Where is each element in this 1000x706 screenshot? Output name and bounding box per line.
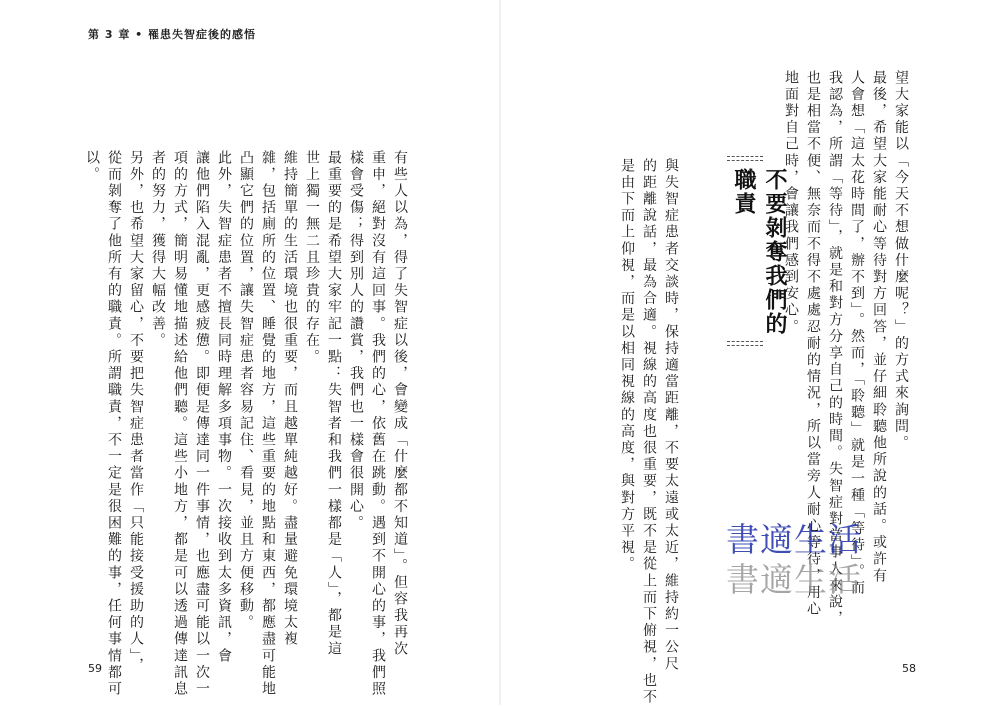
right-body-text-top: 望大家能以「今天不想做什麼呢？」的方式來詢問。 最後，希望大家能耐心等待對方回答，並仔細聆聽他所說的話。或許有 人會想「這太花時間了，辦不到」。然而，「聆聽」就是一種「等待」。而 我認為，所謂「等待」，就是和對方分享自己的時間。失智症對當事人來說， 也是相當不便、無奈而不得不處處忍耐的情況，所以當旁人耐心等待，用心 地面對自己時，會讓我們感到安心。 xyxy=(783,70,909,628)
heading-rule-top xyxy=(727,156,763,161)
page-number-left: 59 xyxy=(88,662,102,675)
heading-rule-bottom xyxy=(727,341,763,346)
watermark-line-2: 書適生活 xyxy=(726,560,862,599)
left-page xyxy=(0,0,500,705)
watermark-line-1: 書適生活 xyxy=(726,520,862,559)
right-page xyxy=(500,0,1000,705)
publisher-watermark xyxy=(726,520,862,600)
section-heading: 不要剝奪我們的職責 xyxy=(731,168,787,336)
left-body-text: 有些人以為，得了失智症以後，會變成「什麼都不知道」。但容我再次 重申，絕對沒有這回事。我們的心，依舊在跳動。遇到不開心的事，我們照 樣會受傷；得到別人的讚賞，我們也一樣會很開心。 最重要的是希望大家牢記一點：失智者和我們一樣都是「人」，都是這 世上獨一無二且珍貴的存在。 維持簡單的生活環境也很重要，而且越單純越好。盡量避免環境太複 雜，包括廁所的位置、睡覺的地方，這些重要的地點和東西，都應盡可能地 凸顯它們的位置，讓失智症患者容易記住、看見，並且方便移動。 此外，失智症患者不擅長同時理解多項事物。一次接收到太多資訊，會 讓他們陷入混亂，更感疲憊。即便是傳達同一件事情，也應盡可能以一次一 項的方式，簡明易懂地描述給他們聽。這些小地方，都是可以透過傳達訊息 者的努力，獲得大幅改善。 另外，也希望大家留心，不要把失智症患者當作「只能接受援助的人」， 從而剝奪了他所有的職責。所謂職責，不一定是很困難的事，任何事情都可 以。 xyxy=(84,150,408,698)
section-heading-box xyxy=(725,156,787,346)
page-number-right: 58 xyxy=(902,662,916,675)
right-body-text-bottom: 與失智症患者交談時，保持適當距離，不要太遠或太近，維持約一公尺 的距離說話，最為合適。視線的高度也很重要，既不是從上而下俯視，也不 是由下而上仰視，而是以相同視線的高度，與對方平視。 xyxy=(619,158,679,706)
chapter-header: 第 3 章 • 罹患失智症後的感悟 xyxy=(88,28,257,41)
